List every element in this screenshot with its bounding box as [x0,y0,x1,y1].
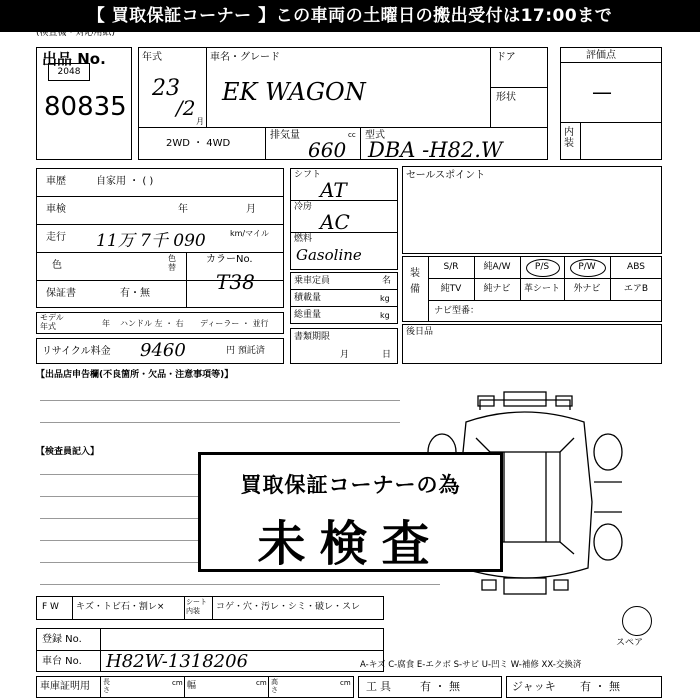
jack-value: 有 ・ 無 [580,680,620,693]
grade-label: 評価点 [586,50,616,61]
load-label: 積載量 [294,293,322,303]
model-year-year: 年 [102,319,110,328]
model-year-handle: ハンドル 左 ・ 右 [120,319,184,328]
equip-abs: ABS [627,262,645,272]
recycle-label: リサイクル料金 [42,346,111,357]
later-items-section [402,324,662,364]
load-unit: kg [380,294,390,303]
lot-label: 出品 No. [42,50,106,68]
history-label: 車歴 [46,176,66,187]
not-inspected-stamp [198,452,503,572]
color-label: 色 [52,260,62,271]
fw-text3: コゲ・穴・汚レ・シミ・破レ・スレ [216,602,361,612]
equip-leather: 革シート [523,284,560,294]
drive-label: 2WD ・ 4WD [166,138,231,149]
shift-label: シフト [294,170,322,180]
inspection-label: 車検 [46,204,66,215]
inspection-month: 月 [246,204,256,215]
certificate-label: 車庫証明用 [40,681,90,692]
tools-value: 有 ・ 無 [420,680,460,693]
doc-deadline-day: 日 [382,350,392,360]
door-label: ドア [496,52,516,63]
mileage-unit: km/マイル [230,229,269,238]
nav-model-label: ナビ型番： [434,306,480,316]
fw-label: F W [42,602,59,612]
jack-label: ジャッキ [512,680,556,693]
doc-deadline-label: 書類期限 [294,332,331,342]
model-year-label: モデル年式 [40,313,64,331]
lot-box: 2048 [48,63,90,81]
model-year-dealer: ディーラー ・ 並行 [200,319,269,328]
fw-text1: キズ・トビ石・割レ× [76,602,165,612]
displacement-label: 排気量 [270,130,300,141]
displacement-unit: cc [348,131,356,139]
equip-ps: P/S [534,262,550,272]
chassis-value: H82W-1318206 [106,651,249,672]
inspector-label: 【検査員記入】 [36,447,100,457]
model-label: 型式 [365,130,385,141]
later-items-label: 後日品 [406,327,434,337]
recycle-value: 9460 [140,340,186,361]
recycle-unit: 円 預託済 [226,346,265,356]
capacity-unit: 名 [382,276,392,286]
seller-notes-label: 【出品店申告欄(不良箇所・欠品・注意事項等)】 [36,370,234,380]
pw-circle-mark [570,259,606,277]
capacity-label: 乗車定員 [294,276,331,286]
equip-tv: 純TV [440,284,462,294]
certificate-height-unit: cm [340,679,351,687]
month-value: /2 [176,96,196,120]
certificate-length-unit: cm [172,679,183,687]
equip-airbag: エアB [623,284,649,294]
equip-navi: 純ナビ [483,284,511,294]
mileage-label: 走行 [46,232,66,243]
ps-circle-mark [526,259,560,277]
shift-value: AT [320,178,347,202]
year-label: 年式 [142,52,162,63]
certificate-height: 高さ [271,678,278,694]
car-name-label: 車名・グレード [210,52,280,63]
car-name-value: EK WAGON [222,78,366,106]
damage-legend: A-キズ C-腐食 E-エクボ S-サビ U-凹ミ W-補修 XX-交換済 [360,660,582,670]
ac-value: AC [320,210,350,234]
equip-aw: 純A/W [483,262,511,272]
model-value: DBA -H82.W [368,138,503,162]
registration-label: 登録 No. [42,634,82,645]
inspection-year: 年 [178,204,188,215]
certificate-width: 幅 [187,681,197,691]
certificate-length: 長さ [103,678,110,694]
color-change-label: 色替 [168,254,176,272]
ac-label: 冷房 [294,202,313,212]
tools-label: 工具 [366,680,394,693]
spare-label: スペア [616,638,644,648]
equip-sr: S/R [443,262,459,272]
mileage-value: 11万 7千 090 [96,231,206,251]
month-unit: 月 [196,117,204,126]
color-code-label: カラーNo. [206,254,253,265]
fuel-value: Gasoline [296,246,362,264]
color-code-value: T38 [216,270,255,294]
weight-unit: kg [380,311,390,320]
doc-deadline-month: 月 [340,350,350,360]
history-value: 自家用 ・ ( ) [96,176,154,187]
warranty-label: 保証書 [46,288,76,299]
weight-label: 総重量 [294,310,322,320]
lot-number: 80835 [44,92,127,122]
stamp-line2: 未検査 [257,516,444,572]
equip-ext-navi: 外ナビ [573,284,601,294]
grade-value: — [592,80,612,104]
fw-text2: シート内装 [186,598,207,615]
displacement-value: 660 [308,138,347,162]
equip-pw: P/W [578,262,596,272]
sales-point-label: セールスポイント [406,170,486,181]
equipment-label: 装備 [410,268,420,295]
interior-label: 内装 [564,127,574,149]
warranty-value: 有・無 [120,288,150,299]
fuel-label: 燃料 [294,234,313,244]
certificate-width-unit: cm [256,679,267,687]
banner: 【 買取保証コーナー 】この車両の土曜日の搬出受付は17:00まで [0,0,700,32]
top-note: (検査機・対応用紙) [36,28,116,38]
shape-label: 形状 [496,92,516,103]
chassis-label: 車台 No. [42,656,82,667]
year-value: 23 [152,76,180,101]
spare-tire-icon [622,606,652,636]
stamp-line1: 買取保証コーナーの為 [240,473,461,497]
